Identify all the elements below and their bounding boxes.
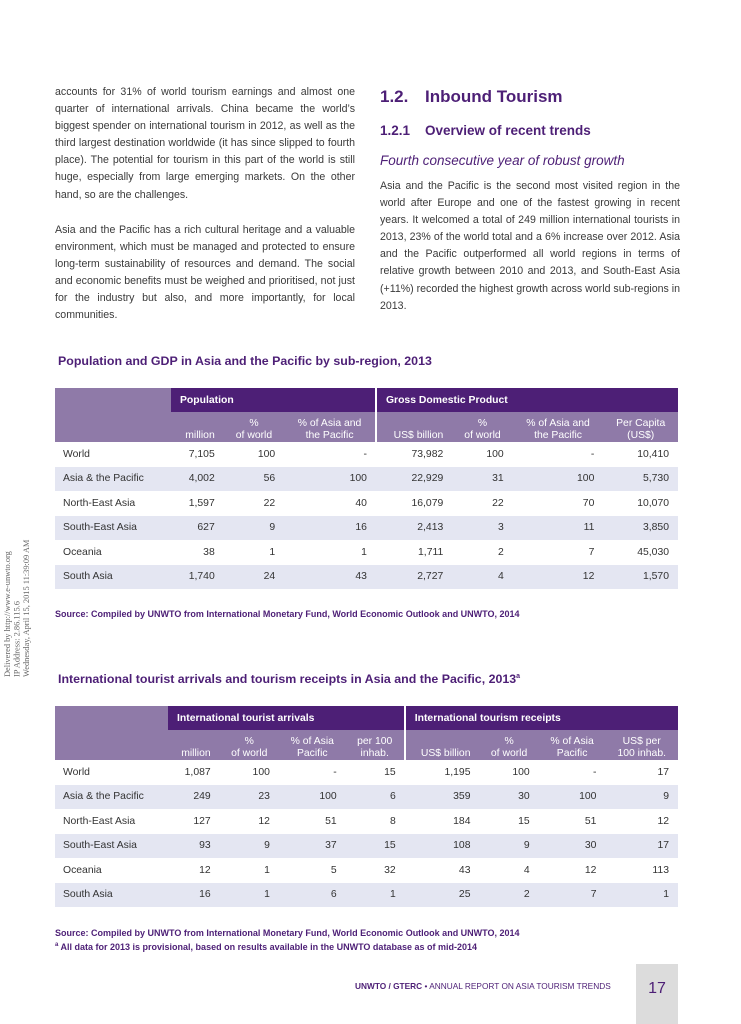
table2-column-header <box>55 730 678 760</box>
table-cell: 22,929 <box>376 467 452 492</box>
table2-title <box>58 672 520 686</box>
table-cell: 9 <box>220 834 279 859</box>
table-cell: 10,410 <box>637 448 669 460</box>
t2-col-header-line1: per 100 <box>357 736 393 747</box>
table-cell: 9 <box>605 785 678 810</box>
table-cell: 38 <box>203 546 215 558</box>
table-cell: 73,982 <box>411 448 444 460</box>
subsection-title: Overview of recent trends <box>425 123 591 138</box>
t1-col-header <box>603 412 678 442</box>
table-cell: 7 <box>539 883 606 908</box>
table-cell: 15 <box>518 815 530 827</box>
table-cell: 7,105 <box>188 448 215 460</box>
t1-col-header-line2: million <box>185 430 215 441</box>
table-row <box>55 883 678 908</box>
table-cell: 30 <box>479 785 538 810</box>
delivery-watermark <box>3 497 31 677</box>
table-cell: 16 <box>168 883 220 908</box>
table-row <box>55 467 678 492</box>
t2-col-header-line2: 100 inhab. <box>617 748 666 759</box>
row-label: World <box>63 766 90 778</box>
table2-source: Source: Compiled by UNWTO from International Monetary Fund, World Economic Outlook and UNWTO, 2014 <box>55 928 520 938</box>
table-cell: 1 <box>269 546 276 558</box>
t1-col-header <box>376 412 452 442</box>
table1-column-header <box>55 412 678 442</box>
t2-col-header-line1: % <box>504 736 514 747</box>
t2-col-header-line2: Pacific <box>296 748 328 759</box>
table2-corner <box>55 706 168 730</box>
table-cell: 9 <box>224 516 284 541</box>
table-row <box>55 491 678 516</box>
watermark-line-3: Wednesday, April 15, 2015 11:39:09 AM <box>21 539 31 677</box>
table2-title-text: International tourist arrivals and tourism receipts in Asia and the Pacific, 2013 <box>58 672 517 686</box>
table-cell: 30 <box>539 834 606 859</box>
table-cell: 100 <box>539 785 606 810</box>
t2-col-header-line2: Pacific <box>556 748 588 759</box>
watermark-line-2: IP Address: 2.86.115.6 <box>12 601 22 677</box>
table-cell: 40 <box>355 497 367 509</box>
t2-col-header <box>220 730 279 760</box>
table-cell: 15 <box>384 766 396 778</box>
table-cell: 51 <box>325 815 337 827</box>
table-cell: 17 <box>657 766 669 778</box>
page-number: 17 <box>648 980 666 997</box>
table2-group-receipts: International tourism receipts <box>405 706 678 730</box>
table-row <box>55 565 678 590</box>
t2-col-header-line2: of world <box>231 748 268 759</box>
table-cell: 32 <box>384 864 396 876</box>
subheading: Fourth consecutive year of robust growth <box>380 153 625 168</box>
t2-col-header-line1: % <box>244 736 254 747</box>
table-cell: 45,030 <box>637 546 669 558</box>
t1-col-header-line2: of world <box>464 430 501 441</box>
table-cell: 2,727 <box>376 565 452 590</box>
table2-group-arrivals: International tourist arrivals <box>168 706 405 730</box>
t1-col-header-line1: % of Asia and <box>526 418 590 429</box>
table-cell: 100 <box>257 448 276 460</box>
table-cell: 1,195 <box>444 766 471 778</box>
table2-source-block <box>55 927 520 953</box>
t1-col-header-line2: the Pacific <box>534 430 582 441</box>
subsection-heading <box>380 122 680 140</box>
table-cell: 1 <box>346 883 405 908</box>
section-heading <box>380 86 680 108</box>
table-cell: 17 <box>605 834 678 859</box>
table-cell: 4,002 <box>171 467 224 492</box>
table-cell: 100 <box>284 467 376 492</box>
table-cell: 9 <box>479 834 538 859</box>
row-label: North-East Asia <box>63 497 136 509</box>
table-cell: 113 <box>652 864 669 876</box>
right-column <box>380 86 680 315</box>
table-cell: 249 <box>168 785 220 810</box>
table-cell: 43 <box>458 864 471 876</box>
table-cell: 359 <box>405 785 480 810</box>
table-cell: 3,850 <box>603 516 678 541</box>
t1-col-header <box>452 412 512 442</box>
table-cell: 37 <box>279 834 346 859</box>
table2-title-footnote-mark: a <box>516 672 521 680</box>
table1-title: Population and GDP in Asia and the Pacific by sub-region, 2013 <box>58 354 432 368</box>
table-cell: 1 <box>264 864 270 876</box>
table2-note-mark: a <box>55 942 59 948</box>
table-cell: 100 <box>513 467 604 492</box>
t2-col-header-line1: % of Asia <box>290 736 334 747</box>
table-cell: 1,087 <box>184 766 211 778</box>
t1-col-header-line1: % of Asia and <box>297 418 362 429</box>
row-label: South Asia <box>55 565 171 590</box>
table-cell: 127 <box>193 815 211 827</box>
table-cell: 2 <box>479 883 538 908</box>
row-label: Oceania <box>63 546 102 558</box>
table-cell: 184 <box>453 815 471 827</box>
table-cell: 15 <box>346 834 405 859</box>
table-cell: 1 <box>361 546 367 558</box>
subsection-number: 1.2.1 <box>380 123 411 138</box>
table1-group-header <box>55 388 678 412</box>
footer-bullet: • <box>424 981 428 991</box>
table1-body <box>55 442 678 589</box>
arrivals-receipts-table <box>55 706 678 907</box>
table1-group-population: Population <box>171 388 376 412</box>
table-cell: - <box>590 448 595 460</box>
footer-org: UNWTO / GTERC <box>355 981 423 991</box>
row-label: Oceania <box>63 864 102 876</box>
table2-note <box>55 939 520 953</box>
t1-col-header-line2: the Pacific <box>305 430 354 441</box>
table2-corner-sub <box>55 730 168 760</box>
table-cell: 7 <box>588 546 595 558</box>
table-cell: 25 <box>405 883 480 908</box>
section-title: Inbound Tourism <box>425 87 563 106</box>
table-cell: 56 <box>224 467 284 492</box>
table1-corner-sub <box>55 412 171 442</box>
table-cell: 1,711 <box>418 546 444 558</box>
table-cell: 6 <box>279 883 346 908</box>
table-cell: 12 <box>258 815 270 827</box>
t1-col-header-line1: Per Capita <box>616 418 666 429</box>
table-cell: 10,070 <box>637 497 669 509</box>
table-cell: 51 <box>584 815 597 827</box>
table-cell: - <box>593 766 597 778</box>
t2-col-header-line2: million <box>181 748 211 759</box>
t2-col-header-line2: US$ billion <box>420 748 471 759</box>
table-cell: - <box>363 448 367 460</box>
table-cell: 16 <box>284 516 376 541</box>
table-cell: 93 <box>168 834 220 859</box>
footer-report-title: ANNUAL REPORT ON ASIA TOURISM TRENDS <box>429 981 611 991</box>
t1-col-header <box>224 412 284 442</box>
table-row <box>55 760 678 785</box>
table-cell: 8 <box>389 815 396 827</box>
table-cell: 5 <box>330 864 337 876</box>
t1-col-header-line2: of world <box>235 430 273 441</box>
table-cell: 22 <box>263 497 276 509</box>
table-cell: 6 <box>346 785 405 810</box>
table-cell: 43 <box>284 565 376 590</box>
row-label: South-East Asia <box>55 516 171 541</box>
table-cell: 5,730 <box>603 467 678 492</box>
section-number: 1.2. <box>380 87 409 106</box>
table-cell: 1,570 <box>603 565 678 590</box>
table-cell: 1 <box>220 883 279 908</box>
table-cell: 22 <box>492 497 504 509</box>
table-cell: 70 <box>582 497 595 509</box>
table2-note-text: All data for 2013 is provisional, based on results available in the UNWTO database as of mid-2014 <box>60 942 477 952</box>
t1-col-header-line2: US$ billion <box>393 430 444 441</box>
table-cell: 1,740 <box>171 565 224 590</box>
table-row <box>55 834 678 859</box>
t2-col-header <box>539 730 606 760</box>
table-row <box>55 442 678 467</box>
table-row <box>55 809 678 834</box>
table2-group-header <box>55 706 678 730</box>
table1-corner <box>55 388 171 412</box>
table2-body <box>55 760 678 907</box>
t2-col-header-line1: US$ per <box>622 736 661 747</box>
t1-col-header <box>513 412 604 442</box>
t2-col-header <box>479 730 538 760</box>
table-cell: 100 <box>486 448 504 460</box>
row-label: South Asia <box>55 883 168 908</box>
table-cell: 1 <box>605 883 678 908</box>
row-label: Asia & the Pacific <box>55 785 168 810</box>
t1-col-header-line2: (US$) <box>627 430 655 441</box>
table-cell: 12 <box>657 815 669 827</box>
table-cell: 11 <box>513 516 604 541</box>
row-label: North-East Asia <box>63 815 136 827</box>
table-cell: 31 <box>452 467 512 492</box>
t1-col-header-line1: % <box>477 418 488 429</box>
t1-col-header <box>171 412 224 442</box>
table-cell: 100 <box>279 785 346 810</box>
table-cell: 4 <box>452 565 512 590</box>
table-cell: 12 <box>584 864 597 876</box>
right-body-text: Asia and the Pacific is the second most visited region in the world after Europe and one of the fastest growing in recent years. It welcomed a total of 249 million international tourists in 2013, 23% of the world total and a 6% increase over 2012. Asia and the Pacific outperformed all world regions in terms of relative growth between 2010 and 2013, and South-East Asia (+11%) recorded the highest growth across world sub-regions in 2013. <box>380 180 680 312</box>
t2-col-header-line2: of world <box>490 748 528 759</box>
table-cell: 12 <box>513 565 604 590</box>
left-column <box>55 84 355 342</box>
watermark-line-1: Delivered by http://www.e-unwto.org <box>3 551 12 677</box>
table-row <box>55 516 678 541</box>
row-label: South-East Asia <box>55 834 168 859</box>
t2-col-header <box>279 730 346 760</box>
table-cell: 1,597 <box>188 497 215 509</box>
t1-col-header <box>284 412 376 442</box>
table-cell: 627 <box>171 516 224 541</box>
table-cell: 12 <box>199 864 211 876</box>
table-row <box>55 785 678 810</box>
table-cell: 24 <box>224 565 284 590</box>
table-cell: 4 <box>523 864 530 876</box>
t2-col-header <box>405 730 480 760</box>
t1-col-header-line1: % <box>249 418 259 429</box>
table1-source: Source: Compiled by UNWTO from International Monetary Fund, World Economic Outlook and UNWTO, 2014 <box>55 609 520 619</box>
table-row <box>55 540 678 565</box>
table-cell: 108 <box>405 834 480 859</box>
table1-group-gdp: Gross Domestic Product <box>376 388 678 412</box>
population-gdp-table <box>55 388 678 589</box>
t2-col-header <box>605 730 678 760</box>
table-cell: 100 <box>512 766 530 778</box>
page-footer <box>355 981 611 991</box>
page-number-box <box>636 964 678 1024</box>
table-cell: 23 <box>220 785 279 810</box>
table-cell: - <box>333 766 337 778</box>
table-cell: 3 <box>452 516 512 541</box>
left-paragraph-1: accounts for 31% of world tourism earnings and almost one quarter of international arrivals. China became the world’s biggest spender on international tourism in 2012, as well as the third largest destination worldwide (it has since slipped to fourth place). The potential for tourism in this part of the world is still huge, especially from large emerging markets. On the other hand, so are the challenges. <box>55 86 355 201</box>
t2-col-header <box>168 730 220 760</box>
t2-col-header-line2: inhab. <box>360 748 389 759</box>
table-cell: 100 <box>252 766 270 778</box>
left-paragraph-2: Asia and the Pacific has a rich cultural heritage and a valuable environment, which must be managed and protected to ensure long-term sustainability of resources and demand. The social and economic benefits must be weighed and prioritised, not just for the industry but also, and more importantly, for local communities. <box>55 223 355 322</box>
row-label: World <box>63 448 90 460</box>
row-label: Asia & the Pacific <box>55 467 171 492</box>
t2-col-header-line1: % of Asia <box>550 736 594 747</box>
table-cell: 16,079 <box>411 497 444 509</box>
table-cell: 2 <box>497 546 504 558</box>
table-row <box>55 858 678 883</box>
table-cell: 2,413 <box>376 516 452 541</box>
t2-col-header <box>346 730 405 760</box>
